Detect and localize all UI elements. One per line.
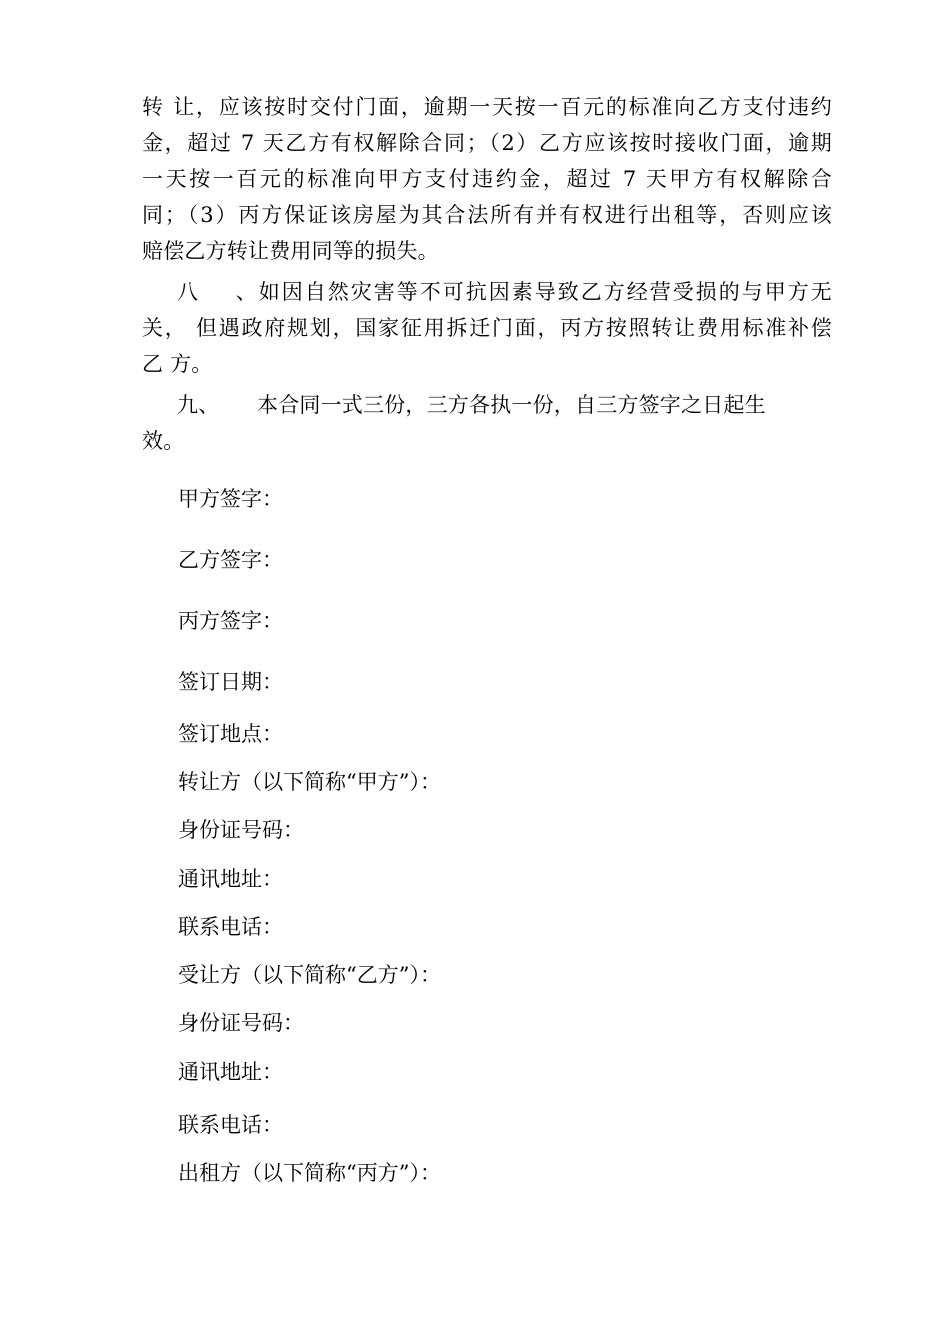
transferor-label: 转让方（以下简称“甲方”）：: [178, 770, 441, 794]
transferee-label: 受让方（以下简称“乙方”）：: [178, 963, 441, 987]
signing-date-label: 签订日期：: [178, 670, 283, 694]
clause-9: [142, 387, 802, 459]
clause-7-line-2: 金，超过 7 天乙方有权解除合同；（2）乙方应该按时接收门面，逾期: [142, 131, 832, 155]
party-c-signature-label: 丙方签字：: [178, 609, 283, 633]
party-a-signature-label: 甲方签字：: [178, 487, 283, 511]
transferor-address-label: 通讯地址：: [178, 867, 283, 891]
clause-8-line-1-text: 如因自然灾害等不可抗因素导致乙方经营受损的与甲方无: [257, 280, 832, 304]
party-b-signature-label: 乙方签字：: [178, 548, 283, 572]
clause-8-number: 八、: [177, 280, 257, 304]
clause-7-line-4: 同；（3）丙方保证该房屋为其合法所有并有权进行出租等，否则应该: [142, 203, 832, 227]
transferee-address-label: 通讯地址：: [178, 1060, 283, 1084]
clause-7-line-1: 转 让，应该按时交付门面，逾期一天按一百元的标准向乙方支付违约: [142, 95, 832, 119]
clause-8-line-3: 乙 方。: [142, 352, 213, 376]
clause-8-line-2: 关， 但遇政府规划，国家征用拆迁门面，丙方按照转让费用标准补偿: [142, 316, 832, 340]
transferee-id-label: 身份证号码：: [178, 1011, 304, 1035]
transferor-phone-label: 联系电话：: [178, 915, 283, 939]
signing-place-label: 签订地点：: [178, 722, 283, 746]
clause-8: [142, 274, 832, 382]
clause-9-line-2: 效。: [142, 429, 185, 453]
transferor-id-label: 身份证号码：: [178, 818, 304, 842]
transferee-phone-label: 联系电话：: [178, 1113, 283, 1137]
clause-7-line-5: 赔偿乙方转让费用同等的损失。: [142, 239, 439, 263]
clause-7-continuation: [142, 89, 832, 269]
clause-9-line-1: [142, 387, 802, 423]
clause-7-line-3: 一天按一百元的标准向甲方支付违约金，超过 7 天甲方有权解除合: [142, 167, 832, 191]
lessor-label: 出租方（以下简称“丙方”）：: [178, 1161, 441, 1185]
clause-8-line-1: [142, 274, 832, 310]
clause-9-number: 九、: [177, 393, 220, 417]
clause-9-line-1-text: 本合同一式三份，三方各执一份，自三方签字之日起生: [257, 393, 766, 417]
